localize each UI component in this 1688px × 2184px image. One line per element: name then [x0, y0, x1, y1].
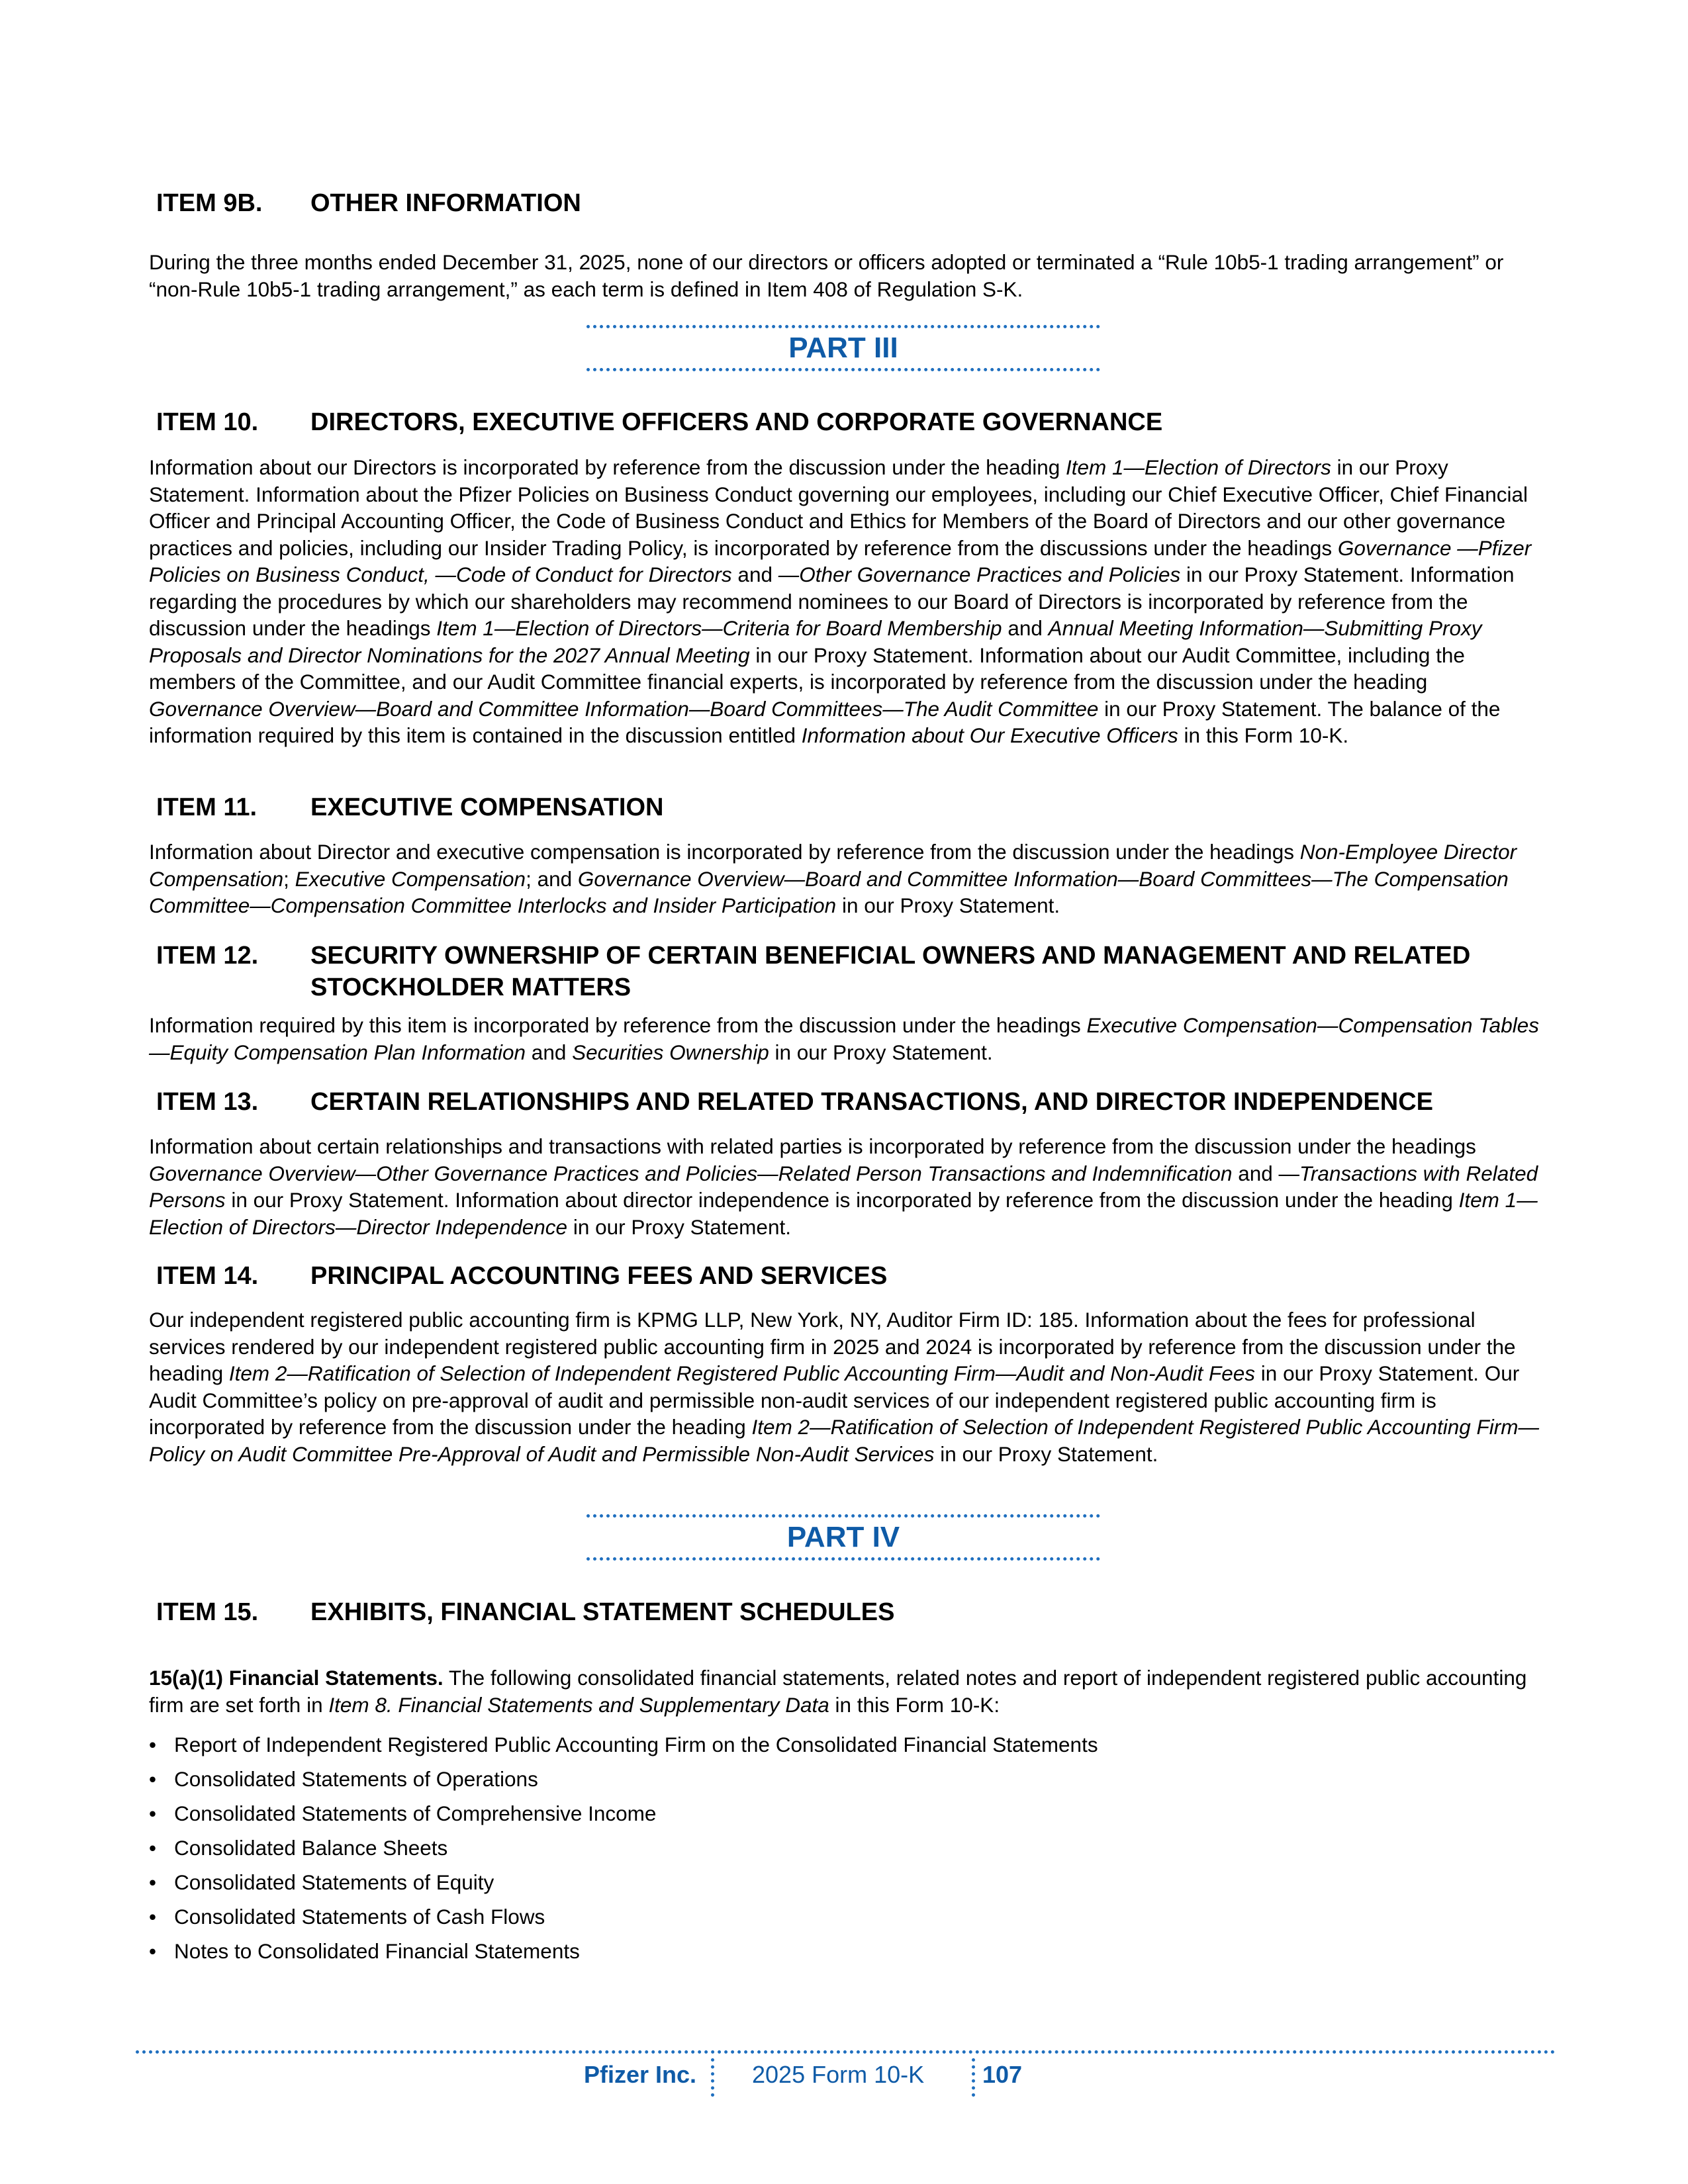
footer-separator [972, 2058, 975, 2097]
list-item: • Consolidated Statements of Operations [149, 1766, 1546, 1800]
item-number: ITEM 15. [156, 1598, 259, 1626]
part-iii-banner: PART III [586, 325, 1100, 371]
item-10-paragraph: Information about our Directors is incorporated by reference from the discussion under the heading Item 1—Election of Directors in our Proxy Statement. Information about the Pfizer Policies on Business Conduct governing our employees, including our Chief Executive Officer, Chief Financial Officer and Principal Accounting Officer, the Code of Business Conduct and Ethics for Members of the Board of Directors and our other governance practices and policies, including our Insider Trading Policy, is incorporated by reference from the discussions under the headings Governance —Pfizer Policies on Business Conduct, —Code of Conduct for Directors and —Other Governance Practices and Policies in our Proxy Statement. Information regarding the procedures by which our shareholders may recommend nominees to our Board of Directors is incorporated by reference from the discussion under the headings Item 1—Election of Directors—Criteria for Board Membership and Annual Meeting Information—Submitting Proxy Proposals and Director Nominations for the 2027 Annual Meeting in our Proxy Statement. Information about our Audit Committee, including the members of the Committee, and our Audit Committee financial experts, is incorporated by reference from the discussion under the heading Governance Overview—Board and Committee Information—Board Committees—The Audit Committee in our Proxy Statement. The balance of the information required by this item is contained in the discussion entitled Information about Our Executive Officers in this Form 10-K. [149, 455, 1532, 747]
item-11-paragraph: Information about Director and executive compensation is incorporated by reference from the discussion under the headings Non-Employee Director Compensation; Executive Compensation; and Governance Overview—Board and Committee Information—Board Committees—The Compensation Committee—Compensation Committee Interlocks and Insider Participation in our Proxy Statement. [149, 840, 1517, 917]
item-number: ITEM 13. [156, 1088, 259, 1116]
page-footer [0, 2058, 1688, 2098]
item-number: ITEM 10. [156, 408, 259, 436]
financial-statements-lead: 15(a)(1) Financial Statements. [149, 1666, 444, 1690]
item-12-paragraph: Information required by this item is incorporated by reference from the discussion under the headings Executive Compensation—Compensation Tables—Equity Compensation Plan Information and Securities Ownership in our Proxy Statement. [149, 1013, 1539, 1064]
item-title: CERTAIN RELATIONSHIPS AND RELATED TRANSACTIONS, AND DIRECTOR INDEPENDENCE [310, 1088, 1433, 1116]
footer-company: Pfizer Inc. [584, 2061, 697, 2088]
item-title: DIRECTORS, EXECUTIVE OFFICERS AND CORPORATE GOVERNANCE [310, 408, 1163, 436]
item-14-heading [156, 1260, 887, 1292]
item-number: ITEM 9B. [156, 189, 263, 217]
item-9b-heading [156, 187, 581, 219]
item-number: ITEM 12. [156, 942, 259, 970]
item-13-paragraph: Information about certain relationships and transactions with related parties is incorporated by reference from the discussion under the headings Governance Overview—Other Governance Practices and Policies—Related Person Transactions and Indemnification and —Transactions with Related Persons in our Proxy Statement. Information about director independence is incorporated by reference from the discussion under the heading Item 1—Election of Directors—Director Independence in our Proxy Statement. [149, 1134, 1538, 1239]
item-title: EXECUTIVE COMPENSATION [310, 794, 664, 821]
item-number: ITEM 11. [156, 794, 258, 821]
item-title: EXHIBITS, FINANCIAL STATEMENT SCHEDULES [310, 1598, 895, 1626]
item-title: SECURITY OWNERSHIP OF CERTAIN BENEFICIAL OWNERS AND MANAGEMENT AND RELATED STOCKHOLDER MATTERS [310, 942, 1471, 1001]
item-title: OTHER INFORMATION [310, 189, 581, 217]
part-iv-banner: PART IV [586, 1514, 1100, 1561]
item-15-paragraph: 15(a)(1) Financial Statements. The following consolidated financial statements, related notes and report of independent registered public accounting firm are set forth in Item 8. Financial Statements and Supplementary Data in this Form 10-K: [149, 1666, 1527, 1717]
footer-separator [711, 2058, 714, 2097]
list-item: • Consolidated Statements of Cash Flows [149, 1903, 1546, 1938]
item-title: PRINCIPAL ACCOUNTING FEES AND SERVICES [310, 1262, 888, 1290]
list-item: • Consolidated Statements of Comprehensive Income [149, 1800, 1546, 1835]
item-9b-paragraph: During the three months ended December 31, 2025, none of our directors or officers adopted or terminated a “Rule 10b5-1 trading arrangement” or “non-Rule 10b5-1 trading arrangement,” as each term is defined in Item 408 of Regulation S-K. [149, 250, 1504, 301]
item-11-heading [156, 792, 663, 823]
financial-statements-list [149, 1731, 1546, 1972]
item-14-paragraph: Our independent registered public accounting firm is KPMG LLP, New York, NY, Auditor Firm ID: 185. Information about the fees for professional services rendered by our independent registered public accounting firm in 2025 and 2024 is incorporated by reference from the discussion under the heading Item 2—Ratification of Selection of Independent Registered Public Accounting Firm—Audit and Non-Audit Fees in our Proxy Statement. Our Audit Committee’s policy on pre-approval of audit and permissible non-audit services of our independent registered public accounting firm is incorporated by reference from the discussion under the heading Item 2—Ratification of Selection of Independent Registered Public Accounting Firm—Policy on Audit Committee Pre-Approval of Audit and Permissible Non-Audit Services in our Proxy Statement. [149, 1308, 1539, 1466]
list-item: • Consolidated Statements of Equity [149, 1869, 1546, 1903]
footer-rule [136, 2050, 1556, 2054]
item-12-heading [156, 940, 1608, 1003]
list-item: • Notes to Consolidated Financial Statements [149, 1938, 1546, 1972]
list-item: • Report of Independent Registered Public Accounting Firm on the Consolidated Financial Statements [149, 1731, 1546, 1766]
footer-form: 2025 Form 10-K [752, 2061, 925, 2088]
item-10-heading [156, 406, 1162, 438]
item-15-heading [156, 1596, 894, 1628]
item-number: ITEM 14. [156, 1262, 259, 1290]
list-item: • Consolidated Balance Sheets [149, 1835, 1546, 1869]
page-number: 107 [982, 2061, 1023, 2088]
item-13-heading [156, 1086, 1433, 1118]
